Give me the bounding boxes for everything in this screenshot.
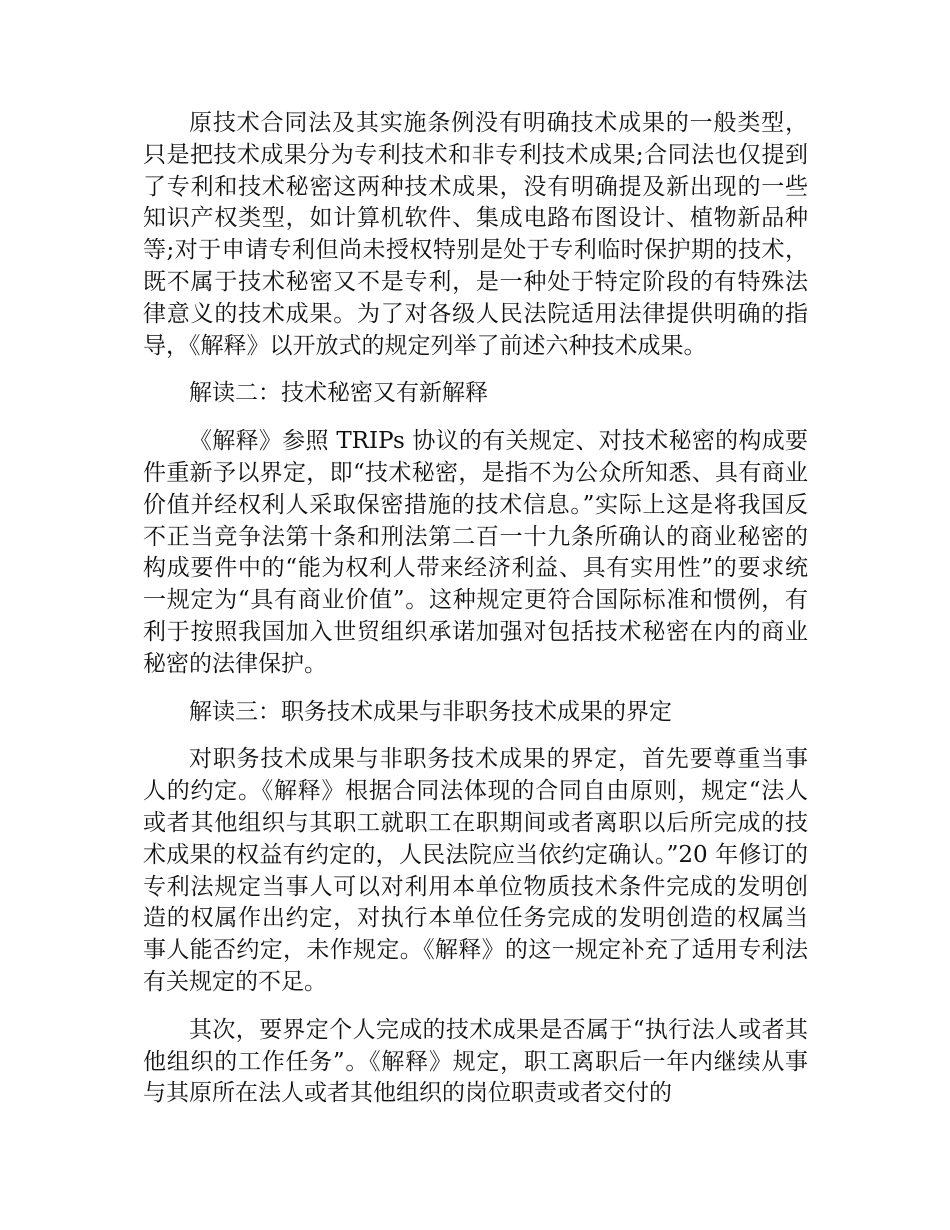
paragraph-technical-secret-definition: 《解释》参照 TRIPs 协议的有关规定、对技术秘密的构成要件重新予以界定，即“技术秘密，是指不为公众所知悉、具有商业价值并经权利人采取保密措施的技术信息。”实际上这是将我国反不正当竞争法第十条和刑法第二百一十九条所确认的商业秘密的构成要件中的“能为权利人带来经济利益、具有实用性”的要求统一规定为“具有商业价值”。这种规定更符合国际标准和惯例，有利于按照我国加入世贸组织承诺加强对包括技术秘密在内的商业秘密的法律保护。 bbox=[143, 428, 808, 677]
paragraph-work-task-definition: 其次，要界定个人完成的技术成果是否属于“执行法人或者其他组织的工作任务”。《解释》规定，职工离职后一年内继续从事与其原所在法人或者其他组织的岗位职责或者交付的 bbox=[143, 1016, 808, 1107]
paragraph-service-results-agreement: 对职务技术成果与非职务技术成果的界定，首先要尊重当事人的约定。《解释》根据合同法体现的合同自由原则，规定“法人或者其他组织与其职工就职工在职期间或者离职以后所完成的技术成果的权益有约定的，人民法院应当依约定确认。”20 年修订的专利法规定当事人可以对利用本单位物质技术条件完成的发明创造的权属作出约定，对执行本单位任务完成的发明创造的权属当事人能否约定，未作规定。《解释》的这一规定补充了适用专利法有关规定的不足。 bbox=[143, 746, 808, 995]
document-page bbox=[143, 108, 808, 1126]
paragraph-technical-results-types: 原技术合同法及其实施条例没有明确技术成果的一般类型，只是把技术成果分为专利技术和非专利技术成果;合同法也仅提到了专利和技术秘密这两种技术成果，没有明确提及新出现的一些知识产权类型，如计算机软件、集成电路布图设计、植物新品种等;对于申请专利但尚未授权特别是处于专利临时保护期的技术，既不属于技术秘密又不是专利，是一种处于特定阶段的有特殊法律意义的技术成果。为了对各级人民法院适用法律提供明确的指导，《解释》以开放式的规定列举了前述六种技术成果。 bbox=[143, 110, 808, 359]
heading-interpretation-two: 解读二：技术秘密又有新解释 bbox=[189, 380, 488, 407]
heading-interpretation-three: 解读三：职务技术成果与非职务技术成果的界定 bbox=[189, 698, 672, 725]
